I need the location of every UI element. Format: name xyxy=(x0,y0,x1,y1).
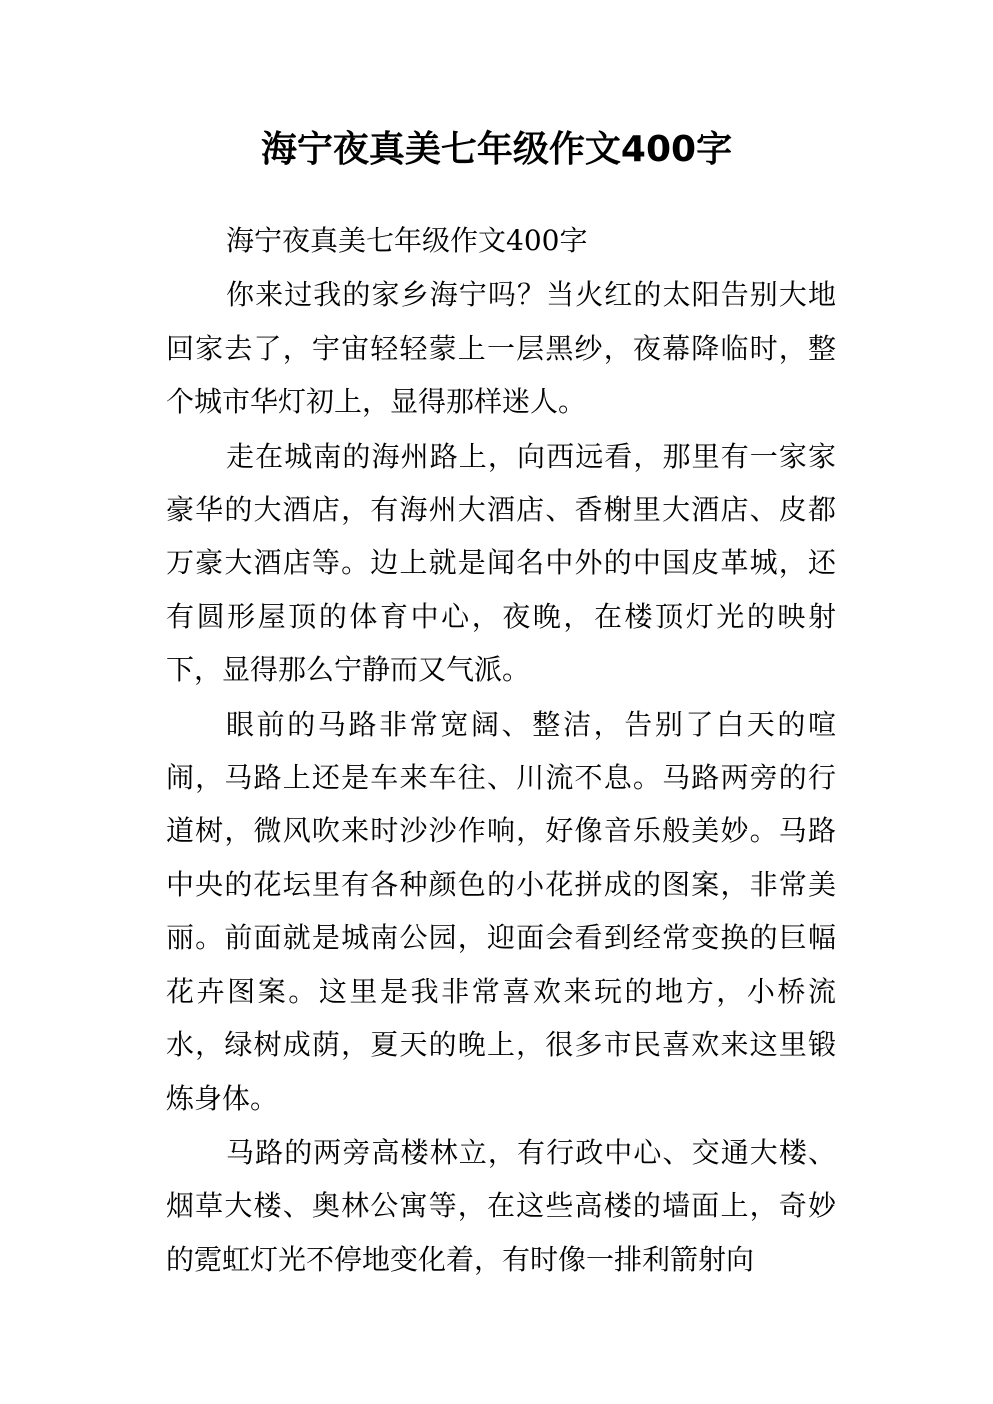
document-title: 海宁夜真美七年级作文400字 xyxy=(260,129,733,170)
document-body xyxy=(166,214,836,1286)
paragraph: 走在城南的海州路上，向西远看，那里有一家家豪华的大酒店，有海州大酒店、香榭里大酒店、皮都万豪大酒店等。边上就是闻名中外的中国皮革城，还有圆形屋顶的体育中心，夜晚，在楼顶灯光的映射下，显得那么宁静而又气派。 xyxy=(166,439,836,687)
paragraph: 你来过我的家乡海宁吗？当火红的太阳告别大地回家去了，宇宙轻轻蒙上一层黑纱，夜幕降临时，整个城市华灯初上，显得那样迷人。 xyxy=(166,278,836,419)
paragraph: 马路的两旁高楼林立，有行政中心、交通大楼、烟草大楼、奥林公寓等，在这些高楼的墙面上，奇妙的霓虹灯光不停地变化着，有时像一排利箭射向 xyxy=(166,1135,836,1276)
paragraph: 眼前的马路非常宽阔、整洁，告别了白天的喧闹，马路上还是车来车往、川流不息。马路两旁的行道树，微风吹来时沙沙作响，好像音乐般美妙。马路中央的花坛里有各种颜色的小花拼成的图案，非常美丽。前面就是城南公园，迎面会看到经常变换的巨幅花卉图案。这里是我非常喜欢来玩的地方，小桥流水，绿树成荫，夏天的晚上，很多市民喜欢来这里锻炼身体。 xyxy=(166,707,836,1115)
paragraph-subtitle: 海宁夜真美七年级作文400字 xyxy=(226,224,588,257)
